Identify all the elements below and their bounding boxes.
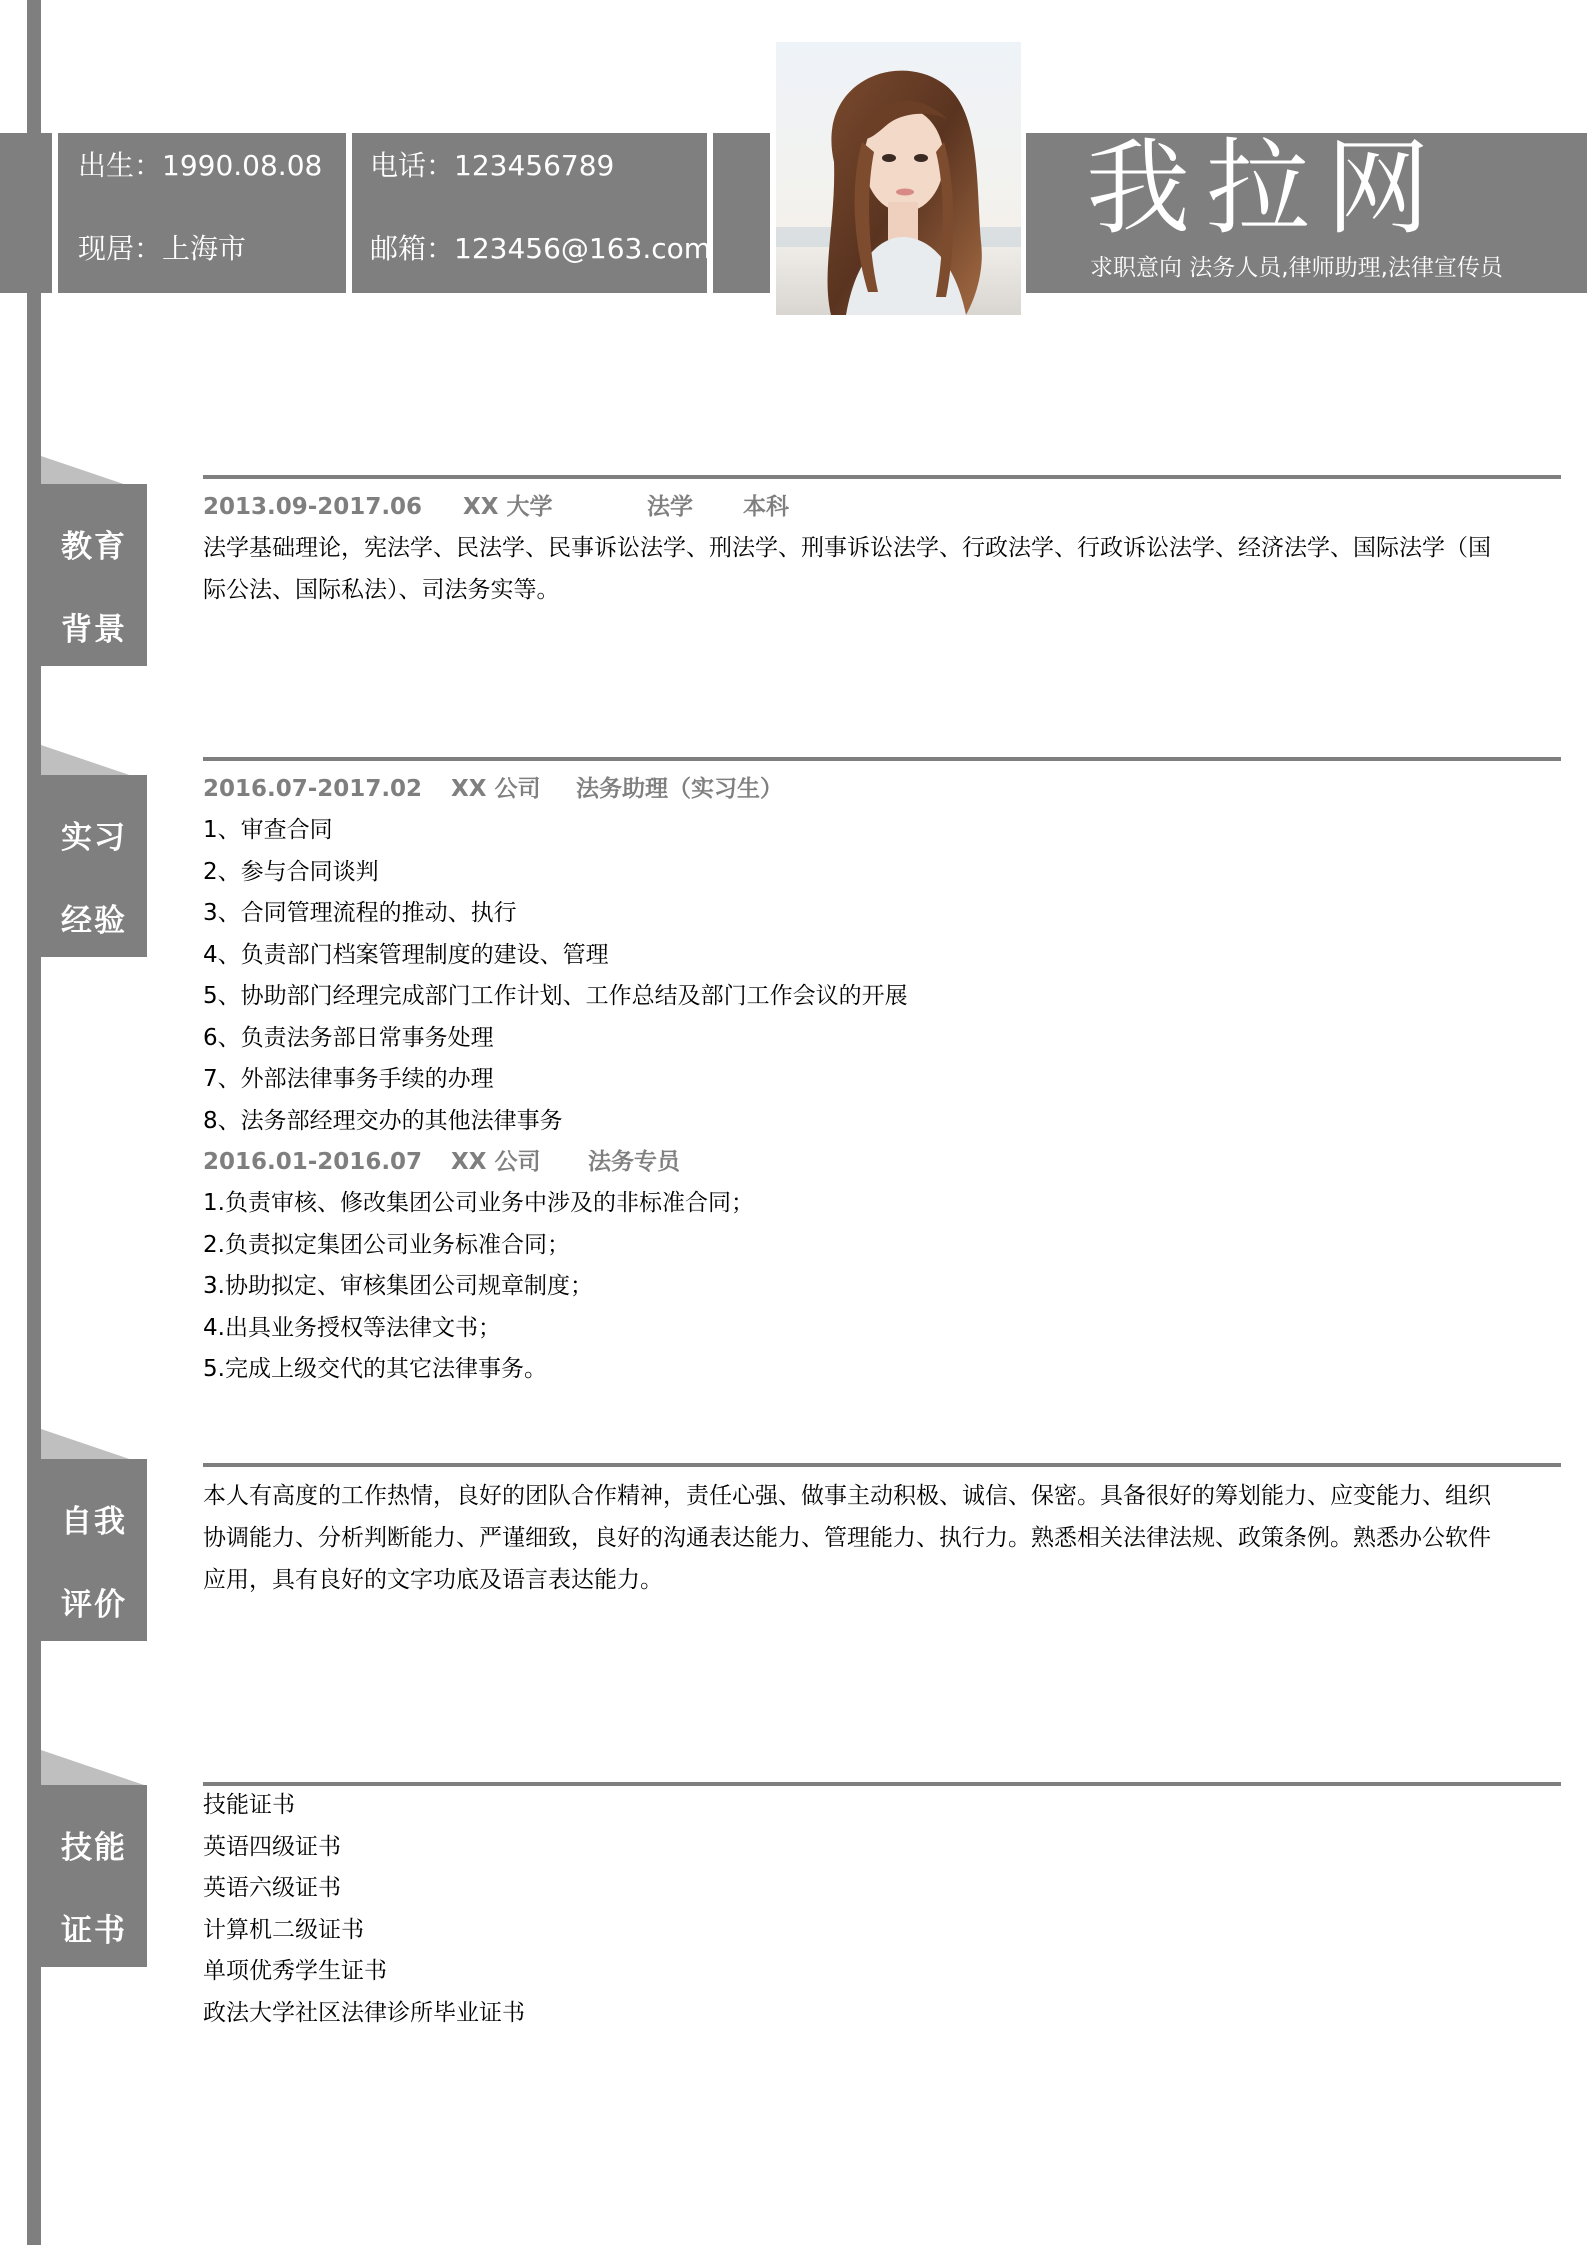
- job2-duty: 2.负责拟定集团公司业务标准合同；: [203, 1231, 570, 1258]
- job1-period: 2016.07-2017.02: [203, 776, 423, 802]
- self-eval-tab-line2: 评价: [61, 1587, 127, 1623]
- certificates-tab-line1: 技能: [61, 1830, 127, 1866]
- job1-duty: 7、外部法律事务手续的办理: [203, 1066, 494, 1092]
- job1-duty: 8、法务部经理交办的其他法律事务: [203, 1107, 563, 1134]
- education-degree: 本科: [743, 494, 789, 520]
- certificate-item: 单项优秀学生证书: [203, 1958, 387, 1984]
- job2-duty: 3.协助拟定、审核集团公司规章制度；: [203, 1273, 593, 1299]
- internship-tab-line2: 经验: [61, 903, 127, 939]
- job1-duty: 6、负责法务部日常事务处理: [203, 1024, 494, 1051]
- education-tab-line1: 教育: [61, 529, 127, 565]
- phone: 电话：123456789: [370, 149, 615, 182]
- education-school: XX 大学: [463, 494, 553, 520]
- self-eval-rule: [203, 1463, 1561, 1467]
- job1-duty: 3、合同管理流程的推动、执行: [203, 900, 517, 926]
- job2-role: 法务专员: [588, 1149, 680, 1175]
- education-major: 法学: [647, 494, 693, 520]
- certificate-item: 英语六级证书: [203, 1875, 341, 1901]
- job2-company: XX 公司: [451, 1149, 541, 1175]
- internship-section-tab: [41, 775, 147, 957]
- education-section-tab: [41, 484, 147, 666]
- job1-duty: 5、协助部门经理完成部门工作计划、工作总结及部门工作会议的开展: [203, 983, 908, 1009]
- internship-tab-line1: 实习: [61, 820, 127, 856]
- certificates-tab-line2: 证书: [61, 1913, 127, 1949]
- profile-photo: [776, 42, 1021, 315]
- job-objective: 求职意向 法务人员,律师助理,法律宣传员: [1090, 255, 1503, 281]
- job1-role: 法务助理（实习生）: [576, 776, 783, 802]
- certificate-item: 技能证书: [203, 1792, 295, 1818]
- certificates-section-tab: [41, 1785, 147, 1967]
- job1-duties: [203, 810, 908, 1142]
- certificates-tab-notch: [41, 1750, 147, 1786]
- education-rule: [203, 475, 1561, 479]
- self-eval-section-tab: [41, 1459, 147, 1641]
- portrait-image: [776, 42, 1021, 315]
- job2-period: 2016.01-2016.07: [203, 1149, 423, 1175]
- job1-company: XX 公司: [451, 776, 541, 802]
- internship-rule: [203, 757, 1561, 761]
- self-eval-text: 本人有高度的工作热情，良好的团队合作精神，责任心强、做事主动积极、诚信、保密。具备很好的筹划能力、应变能力、组织协调能力、分析判断能力、严谨细致，良好的沟通表达能力、管理能力、执行力。熟悉相关法律法规、政策条例。熟悉办公软件应用，具有良好的文字功底及语言表达能力。: [203, 1483, 1491, 1593]
- job1-duty: 2、参与合同谈判: [203, 858, 379, 885]
- job2-duty: 1.负责审核、修改集团公司业务中涉及的非标准合同；: [203, 1190, 754, 1216]
- brand-title: 我拉网: [1086, 127, 1447, 249]
- education-period: 2013.09-2017.06: [203, 494, 423, 520]
- job2-duty: 5.完成上级交代的其它法律事务。: [203, 1356, 547, 1382]
- left-accent-bar: [27, 0, 41, 2245]
- email: 邮箱：123456@163.com: [370, 232, 712, 265]
- education-courses: 法学基础理论，宪法学、民法学、民事诉讼法学、刑法学、刑事诉讼法学、行政法学、行政诉讼法学、经济法学、国际法学（国际公法、国际私法）、司法务实等。: [203, 535, 1491, 603]
- header-band-left: [0, 133, 52, 293]
- residence: 现居：上海市: [78, 232, 247, 265]
- certificate-item: 英语四级证书: [203, 1833, 341, 1860]
- self-eval-tab-line1: 自我: [61, 1504, 127, 1540]
- job2-duty: 4.出具业务授权等法律文书；: [203, 1314, 501, 1341]
- job2-duties: [203, 1183, 754, 1391]
- education-tab-line2: 背景: [61, 612, 127, 648]
- job1-duty: 4、负责部门档案管理制度的建设、管理: [203, 941, 609, 968]
- certificates-list: [203, 1785, 525, 2034]
- certificate-item: 计算机二级证书: [203, 1916, 364, 1943]
- certificate-item: 政法大学社区法律诊所毕业证书: [203, 1999, 525, 2026]
- job1-duty: 1、审查合同: [203, 817, 333, 843]
- header-band-spacer: [713, 133, 770, 293]
- birth-date: 出生：1990.08.08: [78, 149, 323, 182]
